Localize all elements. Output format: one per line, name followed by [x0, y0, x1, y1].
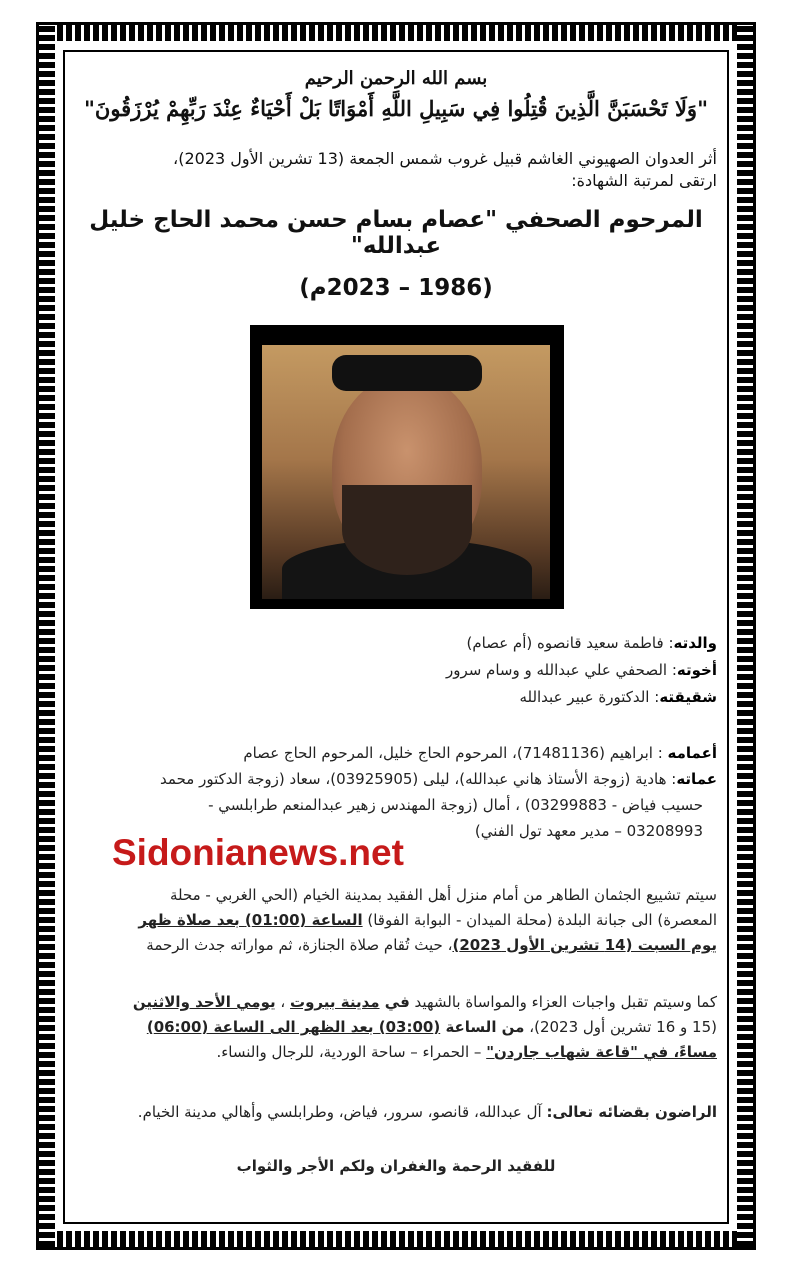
condolence-sep: ،: [275, 993, 291, 1011]
condolence-days: يومي الأحد والاثنين: [132, 993, 276, 1011]
intro-line-1: أثر العدوان الصهيوني الغاشم قبيل غروب شمس الجمعة (13 تشرين الأول 2023)،: [173, 149, 717, 169]
photo-sunglasses: [332, 355, 482, 391]
aunts-line-2: حسيب فياض - 03299883) ، أمال (زوجة المهندس زهير عبدالمنعم طرابلسي -: [208, 796, 703, 814]
chain-border-bottom: [39, 1231, 753, 1247]
mourners-label: الراضون بقضائه تعالى:: [546, 1103, 717, 1121]
brothers-names: : الصحفي علي عبدالله و وسام سرور: [445, 661, 677, 679]
funeral-after-prayer: بعد صلاة ظهر: [138, 911, 245, 929]
aunts-label: عماته: [676, 770, 717, 788]
sister-name: : الدكتورة عبير عبدالله: [519, 688, 660, 706]
header-section: [75, 60, 717, 301]
closing-prayer: للفقيد الرحمة والغفران ولكم الأجر والثواب: [236, 1157, 556, 1175]
condolence-dates: (15 و 16 تشرين أول 2023)،: [524, 1018, 717, 1036]
mother-label: والدته: [673, 634, 717, 652]
condolence-line-3: [75, 1040, 717, 1065]
condolence-hours: (03:00) بعد الظهر الى الساعة (06:00): [146, 1018, 441, 1036]
condolences-info: [75, 990, 717, 1065]
mother-line: [75, 630, 717, 657]
deceased-name: المرحوم الصحفي "عصام بسام حسن محمد الحاج خليل عبدالله": [89, 207, 703, 260]
chain-border-right: [737, 25, 753, 1247]
extended-family: [75, 740, 717, 844]
funeral-line-2a: المعصرة) الى جبانة البلدة (محلة الميدان - البوابة الفوقا): [362, 911, 717, 929]
chain-border-top: [39, 25, 753, 41]
aunts-line-3: 03208993 – مدير معهد تول الفني): [474, 822, 703, 840]
funeral-time: الساعة (01:00): [244, 911, 363, 929]
condolence-venue: مساءً، في "قاعة شهاب جاردن": [486, 1043, 717, 1061]
aunts-names-1: : هادية (زوجة الأستاذ هاني عبدالله)، ليلى (03925905)، سعاد (زوجة الدكتور محمد: [160, 770, 677, 788]
immediate-family: [75, 630, 717, 711]
funeral-line-1: سيتم تشييع الجثمان الطاهر من أمام منزل أهل الفقيد بمدينة الخيام (الحي الغربي - محلة: [169, 886, 717, 904]
uncles-line: [75, 740, 717, 766]
sister-line: [75, 684, 717, 711]
mourners-names: آل عبدالله، قانصو، سرور، فياض، وطرابلسي وأهالي مدينة الخيام.: [137, 1103, 547, 1121]
condolence-line-1: [75, 990, 717, 1015]
uncles-names: : ابراهيم (71481136)، المرحوم الحاج خليل، المرحوم الحاج عصام: [243, 744, 668, 762]
basmala: بسم الله الرحمن الرحيم: [304, 68, 488, 89]
funeral-date: يوم السبت (14 تشرين الأول 2023): [452, 936, 717, 954]
deceased-photo: [250, 325, 564, 609]
aunts-line-1: [75, 766, 717, 792]
funeral-line-3: [75, 933, 717, 958]
funeral-info: [75, 883, 717, 958]
mourners-line: [75, 1100, 717, 1125]
brothers-line: [75, 657, 717, 684]
condolence-line-1a: كما وسيتم تقبل واجبات العزاء والمواساة بالشهيد: [409, 993, 717, 1011]
condolence-location: – الحمراء – ساحة الوردية، للرجال والنساء.: [216, 1043, 487, 1061]
intro-line-2: ارتقى لمرتبة الشهادة:: [571, 170, 717, 190]
deceased-years: (1986 – 2023م): [299, 275, 493, 302]
condolence-in: في: [379, 993, 410, 1011]
condolence-from: من الساعة: [440, 1018, 525, 1036]
quran-verse: "وَلَا تَحْسَبَنَّ الَّذِينَ قُتِلُوا فِي سَبِيلِ اللَّهِ أَمْوَاتًا بَلْ أَحْيَاءٌ عِنْدَ رَبِّهِمْ يُرْزَقُونَ": [83, 96, 709, 121]
photo-background: [262, 345, 550, 599]
uncles-label: أعمامه: [667, 744, 717, 762]
mother-name: : فاطمة سعيد قانصوه (أم عصام): [466, 634, 674, 652]
chain-border-left: [39, 25, 55, 1247]
funeral-line-3b: ، حيث تُقام صلاة الجنازة، ثم مواراته جدث الرحمة: [146, 936, 453, 954]
brothers-label: أخوته: [676, 661, 717, 679]
condolence-city: مدينة بيروت: [290, 993, 380, 1011]
watermark-text: Sidonianews.net: [112, 832, 404, 873]
funeral-line-2: [75, 908, 717, 933]
intro-text: [75, 148, 717, 191]
condolence-line-2: [75, 1015, 717, 1040]
sister-label: شقيقته: [659, 688, 717, 706]
photo-beard: [342, 485, 472, 575]
